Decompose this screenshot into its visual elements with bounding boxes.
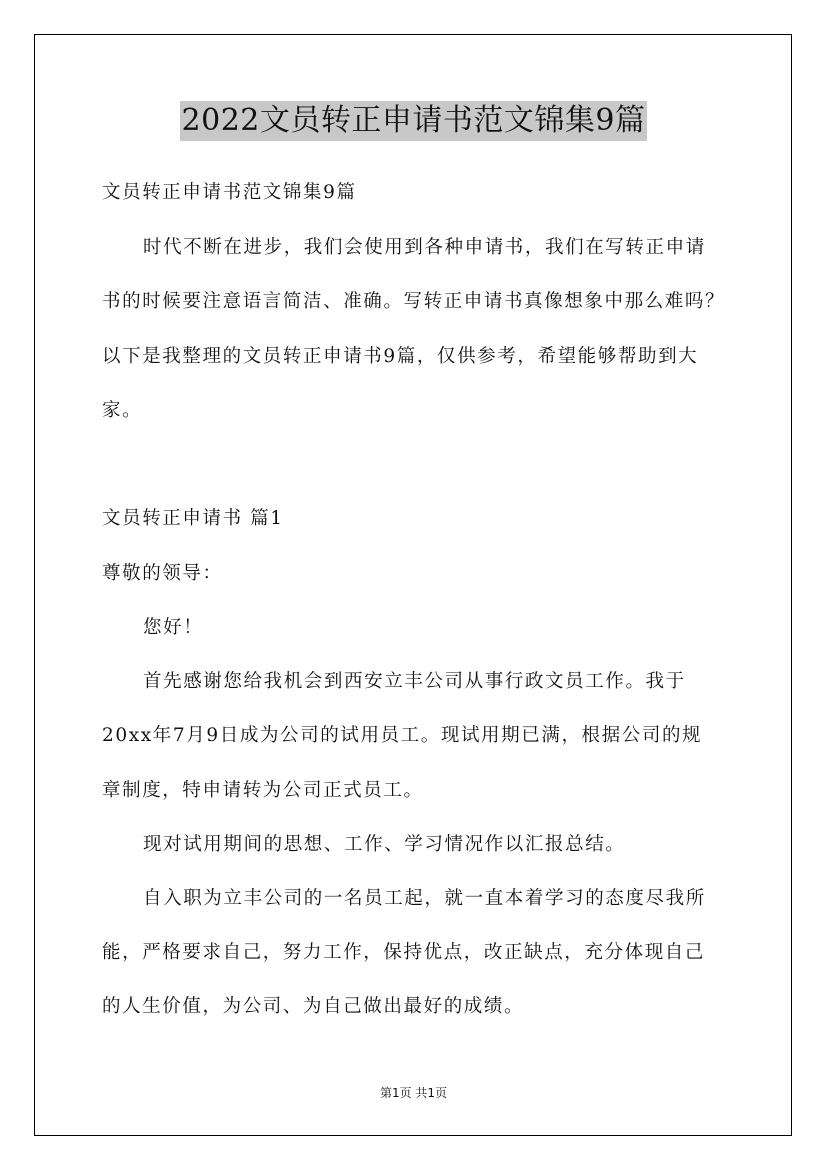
document-subtitle: 文员转正申请书范文锦集9篇 (102, 182, 357, 203)
intro-line-1: 时代不断在进步，我们会使用到各种申请书，我们在写转正申请 (143, 237, 706, 258)
body-line-2: 20xx年7月9日成为公司的试用员工。现试用期已满，根据公司的规 (102, 725, 703, 746)
intro-line-2: 书的时候要注意语言简洁、准确。写转正申请书真像想象中那么难吗？ (102, 291, 726, 312)
salutation: 尊敬的领导： (102, 563, 223, 584)
section-heading: 文员转正申请书 篇1 (102, 508, 284, 529)
body-line-7: 的人生价值，为公司、为自己做出最好的成绩。 (102, 996, 525, 1017)
body-line-5: 自入职为立丰公司的一名员工起，就一直本着学习的态度尽我所 (143, 888, 706, 909)
body-line-4: 现对试用期间的思想、工作、学习情况作以汇报总结。 (143, 834, 626, 855)
intro-line-4: 家。 (102, 400, 143, 421)
body-line-6: 能，严格要求自己，努力工作，保持优点，改正缺点，充分体现自己 (102, 942, 706, 963)
title-container (0, 101, 827, 141)
document-title: 2022文员转正申请书范文锦集9篇 (180, 101, 648, 141)
intro-line-3: 以下是我整理的文员转正申请书9篇，仅供参考，希望能够帮助到大 (102, 346, 699, 367)
page-footer: 第1页 共1页 (379, 1086, 448, 1100)
body-line-1: 首先感谢您给我机会到西安立丰公司从事行政文员工作。我于 (143, 671, 686, 692)
body-line-3: 章制度，特申请转为公司正式员工。 (102, 780, 424, 801)
greeting: 您好！ (143, 617, 204, 638)
